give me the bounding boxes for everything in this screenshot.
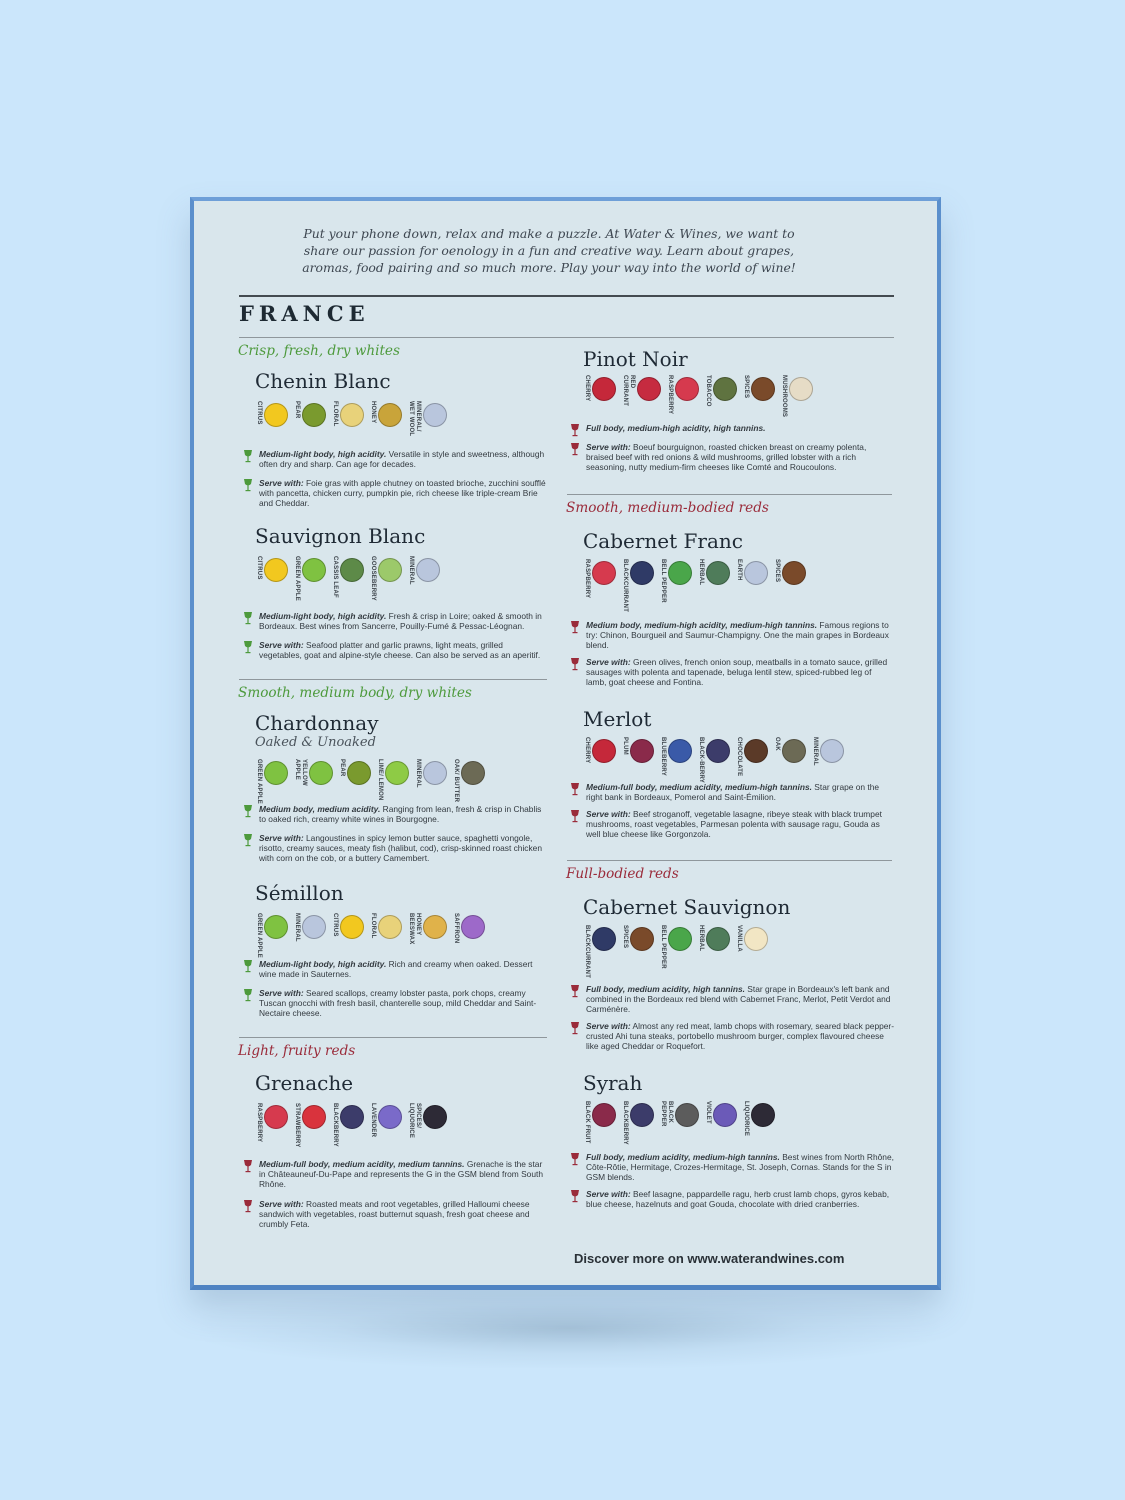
category-full-reds: Full-bodied reds — [566, 866, 679, 882]
aroma-item — [704, 1101, 737, 1127]
chocolate-icon — [744, 739, 768, 763]
aroma-item — [735, 559, 768, 585]
aroma-item — [659, 737, 692, 776]
aroma-label: HERBAL — [698, 925, 704, 952]
aroma-item — [780, 375, 813, 417]
serve-text: Roasted meats and root vegetables, grilled Halloumi cheese sandwich with vegetables, roast butternut squash, fresh goat cheese and crumbly Feta. — [259, 1199, 530, 1230]
aroma-label: SPICES — [774, 559, 780, 583]
pear-icon — [347, 761, 371, 785]
aroma-label: GREEN APPLE — [256, 759, 262, 804]
raspberry-icon — [592, 561, 616, 585]
serve-lead: Serve with: — [586, 657, 631, 667]
body-note — [570, 423, 894, 433]
aroma-label: BLUEBERRY — [660, 737, 666, 776]
aroma-item — [407, 1103, 447, 1149]
body-text: Best wines from North Rhône, Côte-Rôtie, Hermitage, Crozes-Hermitage, St. Joseph, Cornas. Stands for the S in GSM blends. — [586, 1152, 894, 1183]
aroma-label: OAK/ BUTTER — [453, 759, 459, 803]
aroma-row — [583, 1101, 780, 1147]
aroma-label: PLUM — [622, 737, 628, 755]
aroma-label: FLORAL — [332, 401, 338, 427]
pear-icon — [302, 403, 326, 427]
aroma-label: MINERAL — [294, 913, 300, 942]
redcurrant-icon — [637, 377, 661, 401]
wine-name: Syrah — [583, 1071, 643, 1095]
wine-pinot-noir — [566, 347, 896, 487]
divider — [239, 679, 547, 680]
body-text: Ranging from lean, fresh & crisp in Chablis to oaked rich, creamy white wines in Bourgogne. — [259, 804, 542, 825]
aroma-row — [255, 1103, 452, 1149]
diamond-icon — [820, 739, 844, 763]
red-wine-glass-icon — [570, 442, 580, 456]
serve-note — [243, 833, 547, 864]
divider — [239, 1037, 547, 1038]
aroma-item — [735, 737, 768, 776]
white-wine-glass-icon — [243, 640, 253, 654]
body-note — [243, 1159, 547, 1190]
white-wine-glass-icon — [243, 804, 253, 818]
apple-icon — [264, 915, 288, 939]
aroma-label: CASSIS LEAF — [332, 556, 338, 598]
aroma-item — [452, 913, 485, 943]
aroma-item — [735, 925, 768, 952]
serve-note — [243, 1199, 547, 1230]
divider — [567, 860, 892, 861]
honeycomb-icon — [423, 915, 447, 939]
aroma-item — [331, 1103, 364, 1147]
body-lead: Medium-light body, high acidity. — [259, 959, 387, 969]
blackberry-icon — [706, 739, 730, 763]
serve-note — [570, 657, 894, 688]
serve-text: Beef stroganoff, vegetable lasagne, ribeye steak with black trumpet mushrooms, roast vegetables, Parmesan polenta with sausage ragu, Gouda as well blue cheese like Gorgonzola. — [586, 809, 882, 840]
category-smooth-reds: Smooth, medium-bodied reds — [566, 500, 769, 516]
star-anise-icon — [751, 377, 775, 401]
aroma-label: MUSHROOMS — [781, 375, 787, 418]
aroma-row — [255, 913, 490, 959]
serve-lead: Serve with: — [259, 1199, 304, 1209]
body-note — [570, 620, 894, 651]
serve-note — [570, 1021, 894, 1052]
flower-icon — [378, 915, 402, 939]
body-lead: Medium body, medium acidity. — [259, 804, 381, 814]
wine-name: Pinot Noir — [583, 347, 688, 371]
aroma-item — [369, 401, 402, 427]
blackberry-icon — [340, 1105, 364, 1129]
body-lead: Medium-full body, medium acidity, medium tannins. — [259, 1159, 465, 1169]
aroma-item — [704, 375, 737, 407]
aroma-item — [621, 559, 654, 613]
aroma-label: MINERAL — [408, 556, 414, 585]
aroma-item — [338, 759, 371, 785]
red-wine-glass-icon — [570, 657, 580, 671]
red-wine-glass-icon — [243, 1199, 253, 1213]
apple-icon — [264, 761, 288, 785]
box-shadow — [200, 1288, 940, 1368]
serve-text: Almost any red meat, lamb chops with rosemary, seared black pepper-crusted Ahi tuna steaks, portobello mushroom burger, complex flavoured cheese like aged Cheddar or Roquefort. — [586, 1021, 894, 1052]
aroma-label: OAK — [774, 737, 780, 751]
serve-lead: Serve with: — [259, 478, 304, 488]
aroma-item — [293, 913, 326, 942]
leaf-icon — [340, 558, 364, 582]
body-text: Rich and creamy when oaked. Dessert wine made in Sauternes. — [259, 959, 533, 980]
lemon-icon — [264, 403, 288, 427]
serve-note — [243, 478, 547, 509]
aroma-label: RASPBERRY — [584, 559, 590, 599]
aroma-item — [369, 913, 402, 939]
wine-name: Chardonnay — [255, 711, 379, 735]
diamond-icon — [302, 915, 326, 939]
aroma-item — [331, 913, 364, 939]
aroma-label: GOOSEBERRY — [370, 556, 376, 601]
strawberry-icon — [302, 1105, 326, 1129]
serve-text: Boeuf bourguignon, roasted chicken breast on creamy polenta, braised beef with red onions & wild mushrooms, grilled lobster with a rich seasoning, nutty medium-firm cheeses like Comté and Roucoulons. — [586, 442, 867, 473]
serve-lead: Serve with: — [586, 1189, 631, 1199]
aroma-row — [255, 401, 452, 447]
cherry-icon — [592, 739, 616, 763]
wine-name: Cabernet Sauvignon — [583, 895, 791, 919]
serve-note — [243, 640, 547, 660]
aroma-item — [407, 913, 447, 959]
white-wine-glass-icon — [243, 611, 253, 625]
aroma-item — [407, 556, 440, 585]
header-rule — [239, 295, 894, 297]
aroma-label: BELL PEPPER — [660, 559, 666, 603]
body-note — [243, 959, 547, 979]
body-lead: Medium-full body, medium acidity, medium-high tannins. — [586, 782, 812, 792]
aroma-label: SPICES/ LIQUORICE — [408, 1103, 421, 1139]
white-wine-glass-icon — [243, 959, 253, 973]
serve-text: Beef lasagne, pappardelle ragu, herb crust lamb chops, gyros kebab, blue cheese, hazelnuts and goat Gouda, chocolate with dried cranberries. — [586, 1189, 890, 1210]
aroma-row — [255, 759, 490, 805]
red-wine-glass-icon — [570, 1152, 580, 1166]
wine-name: Sauvignon Blanc — [255, 524, 426, 548]
wine-name: Sémillon — [255, 881, 344, 905]
category-light-reds: Light, fruity reds — [238, 1043, 356, 1059]
aroma-label: YELLOW APPLE — [294, 759, 307, 786]
wine-chardonnay — [239, 711, 549, 871]
aroma-label: SAFFRON — [453, 913, 459, 944]
aroma-item — [742, 375, 775, 401]
body-note — [570, 782, 894, 802]
wine-semillon — [239, 881, 549, 1031]
category-crisp-whites: Crisp, fresh, dry whites — [238, 343, 400, 359]
wine-syrah — [566, 1071, 896, 1231]
body-lead: Medium-light body, high acidity. — [259, 449, 387, 459]
wine-sauvignon-blanc — [239, 524, 549, 674]
body-lead: Full body, medium-high acidity, high tannins. — [586, 423, 766, 433]
diamond-icon — [423, 761, 447, 785]
aroma-row — [583, 925, 773, 979]
aroma-row — [583, 737, 849, 783]
aroma-item — [621, 737, 654, 763]
body-text: Versatile in style and sweetness, although often dry and sharp. Can age for decades. — [259, 449, 545, 470]
aroma-label: BLACK-BERRY — [698, 737, 704, 783]
lavender-icon — [378, 1105, 402, 1129]
body-note — [243, 804, 547, 824]
white-wine-glass-icon — [243, 478, 253, 492]
aroma-item — [255, 556, 288, 582]
bee-icon — [378, 403, 402, 427]
aroma-item — [583, 737, 616, 763]
aroma-item — [331, 556, 364, 598]
aroma-item — [376, 759, 409, 801]
aroma-label: VANILLA — [736, 925, 742, 952]
star-anise-icon — [782, 561, 806, 585]
bell-pepper-icon — [668, 927, 692, 951]
aroma-item — [811, 737, 844, 766]
aroma-row — [255, 556, 445, 601]
aroma-label: CHERRY — [584, 375, 590, 402]
aroma-label: HONEY BEESWAX — [408, 913, 421, 945]
aroma-item — [659, 1101, 699, 1147]
aroma-item — [255, 759, 288, 804]
aroma-item — [331, 401, 364, 427]
aroma-item — [697, 737, 730, 783]
aroma-item — [621, 925, 654, 951]
aroma-label: CITRUS — [256, 556, 262, 580]
serve-lead: Serve with: — [586, 1021, 631, 1031]
wine-merlot — [566, 707, 896, 857]
serve-note — [570, 809, 894, 840]
body-note — [570, 1152, 894, 1183]
aroma-label: BLACKBERRY — [332, 1103, 338, 1147]
aroma-item — [369, 556, 402, 601]
aroma-item — [255, 1103, 288, 1142]
aroma-item — [621, 1101, 654, 1145]
aroma-label: LAVENDER — [370, 1103, 376, 1138]
vanilla-icon — [744, 927, 768, 951]
liquorice-icon — [751, 1103, 775, 1127]
serve-lead: Serve with: — [586, 442, 631, 452]
aroma-label: BLACKCURRANT — [584, 925, 590, 979]
wine-cabernet-franc — [566, 529, 896, 699]
body-text: Fresh & crisp in Loire; oaked & smooth in Bordeaux. Best wines from Sancerre, Pouilly-Fumé & Pessac-Léognan. — [259, 611, 542, 632]
serve-note — [243, 988, 547, 1019]
aroma-label: MINERAL — [812, 737, 818, 766]
serve-text: Seared scallops, creamy lobster pasta, pork chops, creamy Tuscan gnocchi with fresh basil, chanterelle soup, mild Cheddar and Saint-Nectaire cheese. — [259, 988, 537, 1019]
aroma-item — [369, 1103, 402, 1137]
aroma-label: HERBAL — [698, 559, 704, 586]
body-text: Star grape in Bordeaux's left bank and combined in the Bordeaux red blend with Cabernet Franc, Merlot, Petit Verdot and Carménère. — [586, 984, 891, 1015]
serve-text: Langoustines in spicy lemon butter sauce, spaghetti vongole, risotto, creamy sauces, meaty fish (halibut, cod), crisp-skinned roast chicken with corn on the cob, or a buttery Camembert. — [259, 833, 542, 864]
aroma-label: CHOCOLATE — [736, 737, 742, 777]
aroma-item — [255, 913, 288, 958]
aroma-label: BLACK FRUIT — [584, 1101, 590, 1144]
plum-icon — [592, 1103, 616, 1127]
footer-website: Discover more on www.waterandwines.com — [574, 1251, 845, 1266]
serve-lead: Serve with: — [586, 809, 631, 819]
aroma-item — [583, 925, 616, 979]
pepper-icon — [675, 1103, 699, 1127]
aroma-label: LIME/ LEMON — [377, 759, 383, 801]
bell-pepper-icon — [668, 561, 692, 585]
aroma-item — [742, 1101, 775, 1136]
lemon-icon — [340, 915, 364, 939]
body-text: Star grape on the right bank in Bordeaux, Pomerol and Saint-Émilion. — [586, 782, 880, 803]
red-wine-glass-icon — [243, 1159, 253, 1173]
aroma-label: RASPBERRY — [256, 1103, 262, 1143]
red-wine-glass-icon — [570, 1189, 580, 1203]
blueberry-icon — [668, 739, 692, 763]
serve-text: Green olives, french onion soup, meatballs in a tomato sauce, grilled sausages with polenta and tapenade, beluga lentil stew, spiced-rubbed leg of lamb, goat cheese and Fontina. — [586, 657, 888, 688]
wine-name: Cabernet Franc — [583, 529, 743, 553]
aroma-item — [621, 375, 661, 421]
aroma-item — [773, 559, 806, 585]
aroma-item — [773, 737, 806, 763]
white-wine-glass-icon — [243, 449, 253, 463]
plum-icon — [630, 739, 654, 763]
aroma-label: HONEY — [370, 401, 376, 424]
white-wine-glass-icon — [243, 833, 253, 847]
aroma-item — [293, 1103, 326, 1147]
aroma-item — [659, 925, 692, 969]
aroma-label: BLACK PEPPER — [660, 1101, 673, 1127]
aroma-label: LIQUORICE — [743, 1101, 749, 1137]
aroma-label: RASPBERRY — [667, 375, 673, 415]
aroma-item — [697, 925, 730, 951]
aroma-item — [407, 401, 447, 447]
aroma-item — [293, 401, 326, 427]
aroma-label: SPICES — [743, 375, 749, 399]
aroma-label: EARTH — [736, 559, 742, 581]
red-wine-glass-icon — [570, 782, 580, 796]
herb-icon — [706, 561, 730, 585]
raspberry-icon — [675, 377, 699, 401]
apple-icon — [309, 761, 333, 785]
aroma-label: CITRUS — [256, 401, 262, 425]
aroma-label: TOBACCO — [705, 375, 711, 407]
aroma-label: RED CURRANT — [622, 375, 635, 407]
red-wine-glass-icon — [570, 423, 580, 437]
body-lead: Medium-light body, high acidity. — [259, 611, 387, 621]
red-wine-glass-icon — [570, 809, 580, 823]
aroma-label: PEAR — [339, 759, 345, 777]
body-lead: Full body, medium acidity, high tannins. — [586, 984, 745, 994]
violet-icon — [713, 1103, 737, 1127]
serve-text: Foie gras with apple chutney on toasted brioche, zucchini soufflé with pancetta, chicken curry, pumpkin pie, rich cheese like triple-cream Brie and Cheddar. — [259, 478, 546, 509]
category-smooth-whites: Smooth, medium body, dry whites — [238, 685, 472, 701]
aroma-label: CITRUS — [332, 913, 338, 937]
blackcurrant-icon — [630, 561, 654, 585]
divider — [567, 494, 892, 495]
aroma-label: CHERRY — [584, 737, 590, 764]
serve-lead: Serve with: — [259, 988, 304, 998]
mushroom-icon — [789, 377, 813, 401]
wine-chenin-blanc — [239, 369, 549, 519]
diamond-icon — [744, 561, 768, 585]
aroma-label: MINERAL/ WET WOOL — [408, 401, 421, 437]
diamond-icon — [423, 403, 447, 427]
tobacco-icon — [713, 377, 737, 401]
red-wine-glass-icon — [570, 984, 580, 998]
saffron-icon — [461, 915, 485, 939]
wine-cabernet-sauvignon — [566, 895, 896, 1065]
aroma-label: BELL PEPPER — [660, 925, 666, 969]
liquorice-icon — [423, 1105, 447, 1129]
star-anise-icon — [630, 927, 654, 951]
red-wine-glass-icon — [570, 1021, 580, 1035]
aroma-label: BLACKCURRANT — [622, 559, 628, 613]
aroma-label: GREEN APPLE — [294, 556, 300, 601]
lime-icon — [385, 761, 409, 785]
aroma-item — [293, 556, 326, 601]
aroma-item — [583, 1101, 616, 1144]
serve-note — [570, 442, 894, 473]
serve-text: Seafood platter and garlic prawns, light meats, grilled vegetables, goat and alpine-style cheese. Can also be served as an aperitif. — [259, 640, 541, 661]
gooseberry-icon — [378, 558, 402, 582]
aroma-label: MINERAL — [415, 759, 421, 788]
aroma-item — [293, 759, 333, 805]
barrel-icon — [782, 739, 806, 763]
wine-subtitle: Oaked & Unoaked — [255, 735, 376, 750]
blackcurrant-icon — [592, 927, 616, 951]
apple-icon — [302, 558, 326, 582]
body-text: Grenache is the star in Châteauneuf-Du-Pape and represents the G in the GSM blend from South Rhône. — [259, 1159, 543, 1190]
aroma-item — [666, 375, 699, 414]
aroma-label: VIOLET — [705, 1101, 711, 1124]
serve-note — [570, 1189, 894, 1209]
aroma-label: GREEN APPLE — [256, 913, 262, 958]
white-wine-glass-icon — [243, 988, 253, 1002]
body-lead: Full body, medium acidity, medium-high tannins. — [586, 1152, 780, 1162]
diamond-icon — [416, 558, 440, 582]
aroma-item — [583, 559, 616, 598]
wine-grenache — [239, 1071, 549, 1241]
raspberry-icon — [264, 1105, 288, 1129]
body-text: Famous regions to try: Chinon, Bourgueil and Saumur-Champigny. One the main grapes in Bordeaux blend. — [586, 620, 889, 651]
body-note — [243, 449, 547, 469]
lemon-icon — [264, 558, 288, 582]
wine-name: Chenin Blanc — [255, 369, 391, 393]
cherry-icon — [592, 377, 616, 401]
aroma-item — [452, 759, 485, 802]
intro-text: Put your phone down, relax and make a puzzle. At Water & Wines, we want to share our passion for oenology in a fun and creative way. Learn about grapes, aromas, food pairing and so much more. Play your way into the world of wine! — [302, 226, 796, 275]
serve-lead: Serve with: — [259, 640, 304, 650]
puzzle-box-back — [190, 197, 941, 1290]
country-title: FRANCE — [239, 301, 370, 326]
red-wine-glass-icon — [570, 620, 580, 634]
aroma-label: BLACKBERRY — [622, 1101, 628, 1145]
body-note — [243, 611, 547, 631]
aroma-item — [414, 759, 447, 788]
aroma-item — [583, 375, 616, 401]
body-note — [570, 984, 894, 1015]
aroma-label: FLORAL — [370, 913, 376, 939]
aroma-row — [583, 559, 811, 613]
blackberry-icon — [630, 1103, 654, 1127]
wine-name: Grenache — [255, 1071, 354, 1095]
aroma-label: SPICES — [622, 925, 628, 949]
wine-name: Merlot — [583, 707, 652, 731]
aroma-row — [583, 375, 818, 421]
aroma-label: PEAR — [294, 401, 300, 419]
barrel-icon — [461, 761, 485, 785]
aroma-item — [255, 401, 288, 427]
serve-lead: Serve with: — [259, 833, 304, 843]
aroma-item — [659, 559, 692, 603]
divider — [239, 337, 894, 338]
flower-icon — [340, 403, 364, 427]
aroma-item — [697, 559, 730, 585]
body-lead: Medium body, medium-high acidity, medium-high tannins. — [586, 620, 818, 630]
herb-icon — [706, 927, 730, 951]
aroma-label: STRAWBERRY — [294, 1103, 300, 1148]
